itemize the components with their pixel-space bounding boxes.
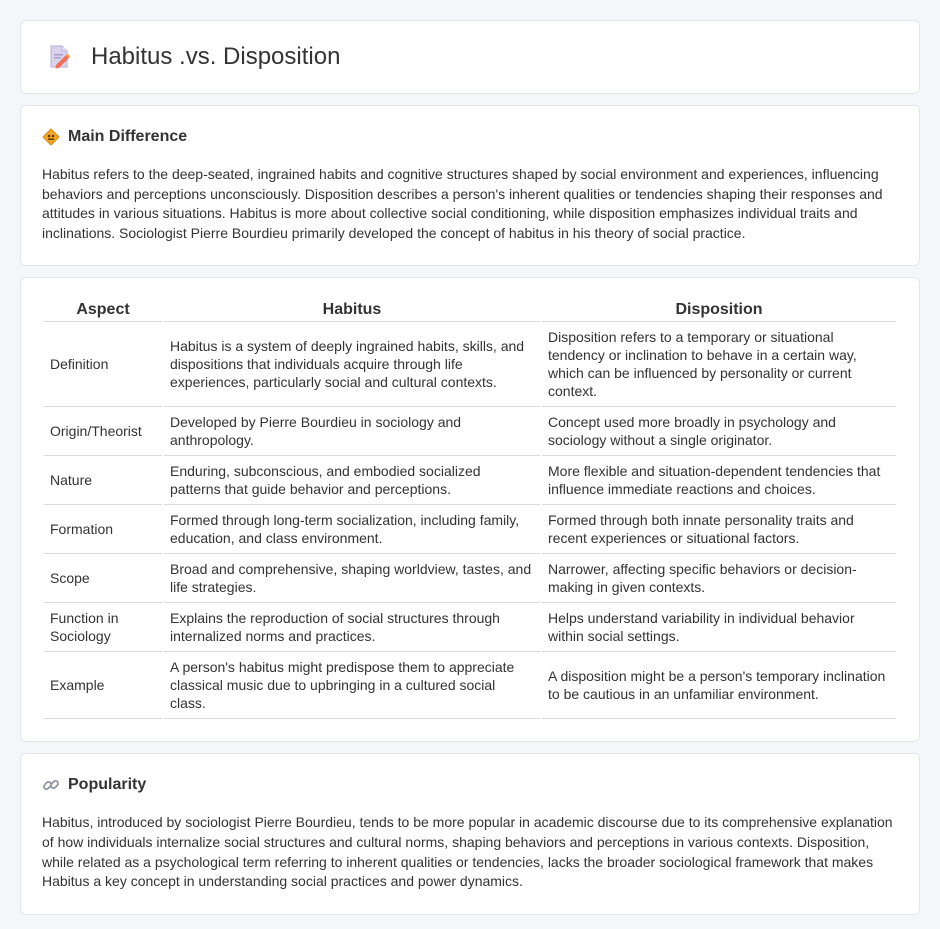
document-pencil-icon — [45, 43, 73, 71]
habitus-cell: Habitus is a system of deeply ingrained habits, skills, and dispositions that individuals acquire through life experiences, particularly social and cultural contexts. — [164, 322, 540, 407]
aspect-cell: Origin/Theorist — [44, 407, 162, 456]
disposition-cell: Concept used more broadly in psychology and sociology without a single originator. — [542, 407, 896, 456]
disposition-cell: Formed through both innate personality traits and recent experiences or situational factors. — [542, 505, 896, 554]
table-row — [44, 554, 896, 603]
comparison-table-card — [20, 277, 920, 742]
disposition-cell: More flexible and situation-dependent tendencies that influence immediate reactions and choices. — [542, 456, 896, 505]
table-row — [44, 322, 896, 407]
main-difference-title: Main Difference — [68, 128, 188, 145]
disposition-cell: A disposition might be a person's temporary inclination to be cautious in an unfamiliar environment. — [542, 652, 896, 719]
disposition-cell: Narrower, affecting specific behaviors or decision-making in given contexts. — [542, 554, 896, 603]
popularity-text: Habitus, introduced by sociologist Pierre Bourdieu, tends to be more popular in academic discourse due to its comprehensive explanation of how individuals internalize social structures and cultural norms, shaping behaviors and perceptions in various contexts. Disposition, while related as a psychological term referring to inherent qualities or tendencies, lacks the broader sociological framework that makes Habitus a key concept in understanding social practices and power dynamics. — [42, 814, 893, 890]
aspect-cell: Scope — [44, 554, 162, 603]
aspect-cell: Definition — [44, 322, 162, 407]
aspect-cell: Function in Sociology — [44, 603, 162, 652]
comparison-table — [42, 299, 898, 719]
aspect-cell: Nature — [44, 456, 162, 505]
habitus-cell: Formed through long-term socialization, including family, education, and class environment. — [164, 505, 540, 554]
habitus-cell: Enduring, subconscious, and embodied socialized patterns that guide behavior and perceptions. — [164, 456, 540, 505]
header-aspect: Aspect — [44, 299, 162, 322]
table-row — [44, 407, 896, 456]
popularity-title: Popularity — [68, 776, 147, 794]
main-difference-card — [20, 105, 920, 266]
table-row — [44, 505, 896, 554]
disposition-cell: Disposition refers to a temporary or situational tendency or inclination to behave in a certain way, which can be influenced by personality or current context. — [542, 322, 896, 407]
table-row — [44, 456, 896, 505]
main-difference-heading — [42, 128, 898, 146]
popularity-heading — [42, 776, 898, 794]
diamond-sign-icon — [42, 128, 60, 146]
link-icon — [42, 776, 60, 794]
habitus-cell: Broad and comprehensive, shaping worldview, tastes, and life strategies. — [164, 554, 540, 603]
aspect-cell: Formation — [44, 505, 162, 554]
header-disposition: Disposition — [542, 299, 896, 322]
popularity-card — [20, 753, 920, 914]
header-habitus: Habitus — [164, 299, 540, 322]
page-title: Habitus .vs. Disposition — [91, 43, 341, 70]
header-card — [20, 20, 920, 94]
table-row — [44, 603, 896, 652]
habitus-cell: Explains the reproduction of social structures through internalized norms and practices. — [164, 603, 540, 652]
habitus-cell: A person's habitus might predispose them to appreciate classical music due to upbringing in a cultured social class. — [164, 652, 540, 719]
habitus-cell: Developed by Pierre Bourdieu in sociology and anthropology. — [164, 407, 540, 456]
disposition-cell: Helps understand variability in individual behavior within social settings. — [542, 603, 896, 652]
table-row — [44, 652, 896, 719]
table-header-row — [44, 299, 896, 322]
aspect-cell: Example — [44, 652, 162, 719]
main-difference-text: Habitus refers to the deep-seated, ingrained habits and cognitive structures shaped by social environment and experiences, influencing behaviors and perceptions unconsciously. Disposition describes a person's inherent qualities or tendencies shaping their responses and attitudes in various situations. Habitus is more about collective social conditioning, while disposition emphasizes individual traits and inclinations. Sociologist Pierre Bourdieu primarily developed the concept of habitus in his theory of social practice. — [42, 166, 883, 241]
